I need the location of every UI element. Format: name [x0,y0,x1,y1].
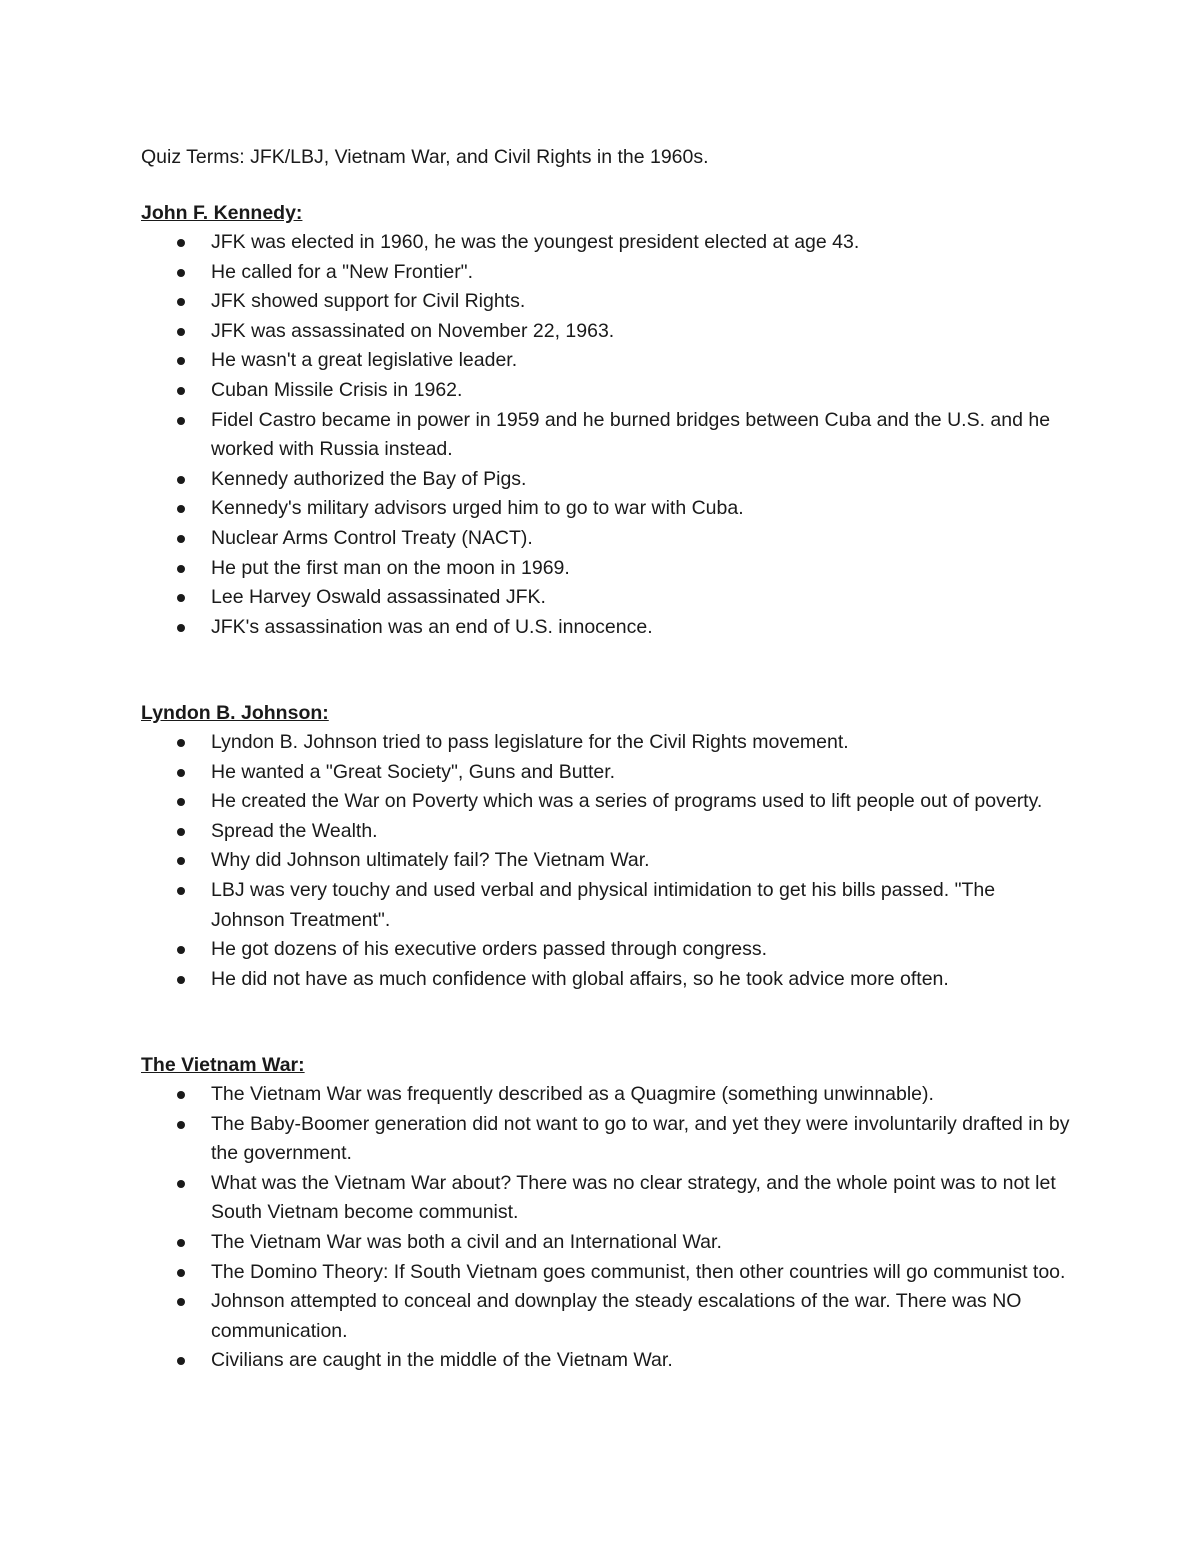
bullet-icon [177,476,185,484]
bullet-icon [177,535,185,543]
list-item-text: JFK was elected in 1960, he was the youngest president elected at age 43. [211,231,860,253]
list-item [141,583,1071,613]
list-item-text: He called for a "New Frontier". [211,260,474,283]
list-item [141,935,1071,965]
list-item [141,965,1071,995]
list-item [141,258,1071,288]
bullet-icon [177,1091,185,1099]
list-item [141,465,1071,495]
bullet-icon [177,1239,185,1247]
list-item-text: He put the first man on the moon in 1969. [211,556,570,579]
list-item [141,876,1071,935]
list-item-text: LBJ was very touchy and used verbal and physical intimidation to get his bills passed. "The Johnson Treatment". [211,878,996,931]
bullet-icon [177,887,185,895]
bullet-list [141,1080,1071,1376]
bullet-icon [177,239,185,247]
list-item [141,317,1071,347]
list-item [141,406,1071,465]
bullet-icon [177,1121,185,1129]
bullet-icon [177,798,185,806]
bullet-icon [177,769,185,777]
list-item [141,376,1071,406]
list-item-text: JFK showed support for Civil Rights. [211,290,526,313]
list-item-text: He created the War on Poverty which was a series of programs used to lift people out of poverty. [211,790,1043,813]
list-item [141,524,1071,554]
list-item [141,758,1071,788]
bullet-icon [177,357,185,365]
list-item [141,787,1071,817]
list-item-text: Nuclear Arms Control Treaty (NACT). [211,526,533,549]
list-item [141,1110,1071,1169]
bullet-icon [177,1180,185,1188]
bullet-icon [177,946,185,954]
list-item-text: Cuban Missile Crisis in 1962. [211,378,463,401]
list-item [141,1258,1071,1288]
list-item [141,613,1071,643]
bullet-icon [177,387,185,395]
bullet-icon [177,857,185,865]
list-item-text: The Domino Theory: If South Vietnam goes communist, then other countries will go communist too. [211,1260,1066,1283]
list-item-text: What was the Vietnam War about? There was no clear strategy, and the whole point was to not let South Vietnam become communist. [211,1171,1056,1224]
bullet-icon [177,505,185,513]
list-item-text: He did not have as much confidence with global affairs, so he took advice more often. [211,967,949,990]
list-item-text: Lyndon B. Johnson tried to pass legislature for the Civil Rights movement. [211,731,849,753]
list-item-text: He got dozens of his executive orders passed through congress. [211,938,768,961]
list-item [141,1346,1071,1376]
list-item-text: Civilians are caught in the middle of the Vietnam War. [211,1349,673,1372]
list-item [141,1080,1071,1110]
list-item [141,228,1071,258]
list-item [141,554,1071,584]
section-heading: John F. Kennedy: [141,202,303,224]
list-item-text: Spread the Wealth. [211,819,378,842]
list-item [141,1287,1071,1346]
list-item-text: The Vietnam War was both a civil and an International War. [211,1230,722,1253]
list-item-text: JFK's assassination was an end of U.S. innocence. [211,615,653,638]
list-item [141,1169,1071,1228]
list-item-text: The Baby-Boomer generation did not want to go to war, and yet they were involuntarily drafted in by the government. [211,1112,1070,1165]
list-item-text: He wasn't a great legislative leader. [211,349,518,372]
list-item [141,846,1071,876]
bullet-list [141,228,1071,642]
bullet-icon [177,565,185,573]
bullet-icon [177,328,185,336]
list-item [141,728,1071,758]
bullet-icon [177,624,185,632]
bullet-icon [177,828,185,836]
bullet-icon [177,269,185,277]
list-item-text: JFK was assassinated on November 22, 1963. [211,319,615,342]
list-item-text: Kennedy authorized the Bay of Pigs. [211,467,527,490]
bullet-icon [177,739,185,747]
list-item-text: The Vietnam War was frequently described as a Quagmire (something unwinnable). [211,1083,934,1105]
section-john-f-kennedy [141,198,1071,642]
list-item [141,817,1071,847]
list-item-text: Lee Harvey Oswald assassinated JFK. [211,586,546,609]
list-item-text: Why did Johnson ultimately fail? The Vietnam War. [211,849,650,872]
bullet-icon [177,417,185,425]
bullet-icon [177,594,185,602]
bullet-icon [177,1298,185,1306]
list-item [141,287,1071,317]
list-item [141,1228,1071,1258]
list-item [141,494,1071,524]
section-lyndon-b-johnson [141,698,1071,994]
list-item-text: Kennedy's military advisors urged him to go to war with Cuba. [211,497,744,520]
list-item [141,346,1071,376]
section-vietnam-war [141,1050,1071,1376]
bullet-icon [177,1357,185,1365]
section-heading: Lyndon B. Johnson: [141,702,329,724]
bullet-icon [177,976,185,984]
list-item-text: Johnson attempted to conceal and downplay the steady escalations of the war. There was NO communication. [211,1290,1022,1342]
document-title: Quiz Terms: JFK/LBJ, Vietnam War, and Civil Rights in the 1960s. [141,146,709,168]
section-heading: The Vietnam War: [141,1054,305,1076]
bullet-icon [177,298,185,306]
bullet-list [141,728,1071,994]
bullet-icon [177,1269,185,1277]
list-item-text: He wanted a "Great Society", Guns and Butter. [211,760,616,783]
list-item-text: Fidel Castro became in power in 1959 and he burned bridges between Cuba and the U.S. and he worked with Russia instead. [211,408,1051,461]
